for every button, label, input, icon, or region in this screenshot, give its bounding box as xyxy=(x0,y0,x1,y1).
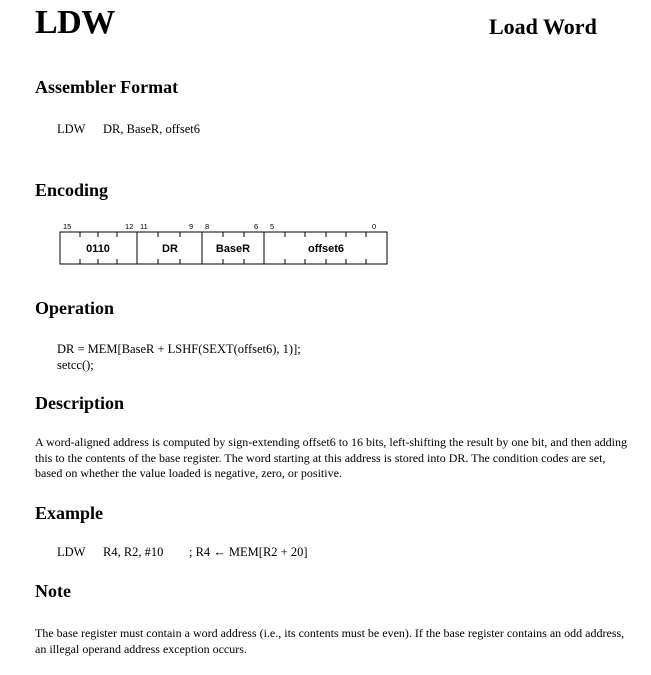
example-comment: ; R4 ← MEM[R2 + 20] xyxy=(189,545,308,559)
section-heading-example: Example xyxy=(35,503,104,523)
bit-number-12: 12 xyxy=(125,222,134,231)
bit-number-8: 8 xyxy=(205,222,210,231)
operation-line-1: DR = MEM[BaseR + LSHF(SEXT(offset6), 1)]; xyxy=(57,342,301,356)
field-opcode: 0110 xyxy=(86,243,110,255)
field-baser: BaseR xyxy=(215,243,251,255)
example-line xyxy=(57,545,308,560)
encoding-diagram xyxy=(40,218,400,270)
bit-number-6: 6 xyxy=(254,222,259,231)
assembler-operands: DR, BaseR, offset6 xyxy=(103,122,200,136)
bit-number-0: 0 xyxy=(372,222,377,231)
field-dr: DR xyxy=(162,243,178,255)
operation-line-2: setcc(); xyxy=(57,357,94,372)
section-heading-encoding: Encoding xyxy=(35,180,109,200)
description-text: A word-aligned address is computed by sign-extending offset6 to 16 bits, left-shifting the result by one bit, and then adding this to the contents of the base register. The word starting at this address is stored into DR. The condition codes are set, based on whether the value loaded is negative, zero, or positive. xyxy=(35,435,628,480)
assembler-opcode: LDW xyxy=(57,122,86,136)
instruction-full-name: Load Word xyxy=(489,14,597,39)
section-heading-note: Note xyxy=(35,581,71,601)
instruction-mnemonic: LDW xyxy=(35,4,115,41)
bit-number-15: 15 xyxy=(63,222,72,231)
section-heading-description: Description xyxy=(35,393,124,413)
bit-number-11: 11 xyxy=(140,222,148,231)
bit-number-9: 9 xyxy=(189,222,194,231)
operation-block xyxy=(57,342,301,373)
section-heading-assembler-format: Assembler Format xyxy=(35,77,179,97)
example-opcode: LDW xyxy=(57,545,86,559)
note-text: The base register must contain a word address (i.e., its contents must be even). If the base register contains an odd address, an illegal operand address exception occurs. xyxy=(35,626,625,656)
assembler-format-line xyxy=(57,122,200,137)
section-heading-operation: Operation xyxy=(35,298,114,318)
bit-number-5: 5 xyxy=(270,222,275,231)
example-operands: R4, R2, #10 xyxy=(103,545,164,559)
field-offset6: offset6 xyxy=(307,243,345,255)
